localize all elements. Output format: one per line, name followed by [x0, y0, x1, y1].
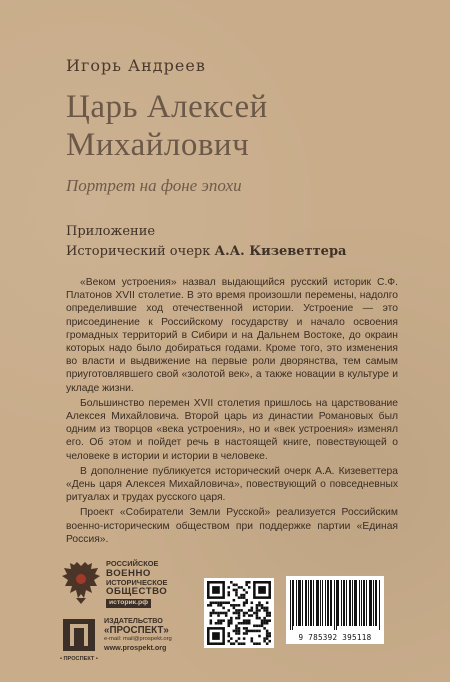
- double-headed-eagle-icon: [60, 560, 102, 606]
- appendix-prefix: Исторический очерк: [66, 244, 215, 259]
- book-title-line-1: Царь Алексей: [66, 89, 268, 125]
- blurb-paragraph-3: В дополнение публикуется исторический очерк А.А. Кизеветтера «День царя Алексея Михайловича», повествующий о повседневных ритуалах и трудах русского царя.: [66, 465, 398, 504]
- author-name: Игорь Андреев: [66, 56, 206, 75]
- isbn-barcode: [286, 576, 384, 644]
- rvio-site: историк.рф: [106, 599, 151, 608]
- rvio-line-4: ОБЩЕСТВО: [106, 586, 168, 598]
- appendix-note: [66, 222, 346, 262]
- barcode-graphic: [286, 576, 384, 632]
- appendix-description: [66, 242, 346, 262]
- rvio-line-3: ИСТОРИЧЕСКОЕ: [106, 577, 168, 587]
- publisher-email: e-mail: mail@prospekt.org: [104, 636, 172, 642]
- blurb-paragraph-4: Проект «Собиратели Земли Русской» реализуется Российским военно-историческим обществом при поддержке партии «Единая Россия».: [66, 507, 398, 545]
- publisher-text: [104, 616, 172, 652]
- rvio-line-2: ВОЕННО: [106, 567, 151, 579]
- publisher-line-2: «ПРОСПЕКТ»: [104, 625, 169, 636]
- blurb-paragraph-2: Большинство перемен XVII столетия пришлось на царствование Алексея Михайловича. Второй царь из династии Романовых был одним из творцов «века устроения», но и «век устроения» изменял его. Об этом и пойдет речь в настоящей книге, повествующей о человеке в истории и истории в человеке.: [66, 397, 398, 462]
- book-subtitle: Портрет на фоне эпохи: [66, 176, 242, 195]
- publisher-mark: • ПРОСПЕКТ •: [60, 656, 98, 662]
- appendix-author: А.А. Кизеветтера: [214, 244, 347, 259]
- publisher-website: www.prospekt.org: [104, 643, 167, 652]
- book-title: [66, 88, 268, 164]
- qr-code-graphic: [207, 581, 271, 645]
- blurb-paragraph-1: «Веком устроения» назвал выдающийся русский историк С.Ф. Платонов XVII столетие. В это время произошли перемены, надолго определившие ход отечественной истории. Устроение — это присоединение к Российскому государству и начало освоения громадных территорий в Сибири и на Дальнем Востоке, до окраин которых надо было добираться годами. Кроме того, это изменения во власти и выдвижение на первые роли дворянства, тем самым приуготовлявшего свой «золотой век», а также новации в культуре и укладе жизни.: [66, 277, 398, 394]
- blurb-text: [66, 276, 398, 548]
- isbn-digits: 9 785392 395118: [298, 633, 372, 642]
- qr-code: [204, 578, 274, 648]
- rvio-name: [106, 560, 186, 608]
- book-title-line-2: Михайлович: [66, 127, 250, 163]
- prospekt-logo-icon: [62, 618, 96, 652]
- rvio-line-1: РОССИЙСКОЕ: [106, 559, 159, 568]
- publisher-line-1: ИЗДАТЕЛЬСТВО: [104, 616, 163, 625]
- appendix-label: Приложение: [66, 224, 156, 239]
